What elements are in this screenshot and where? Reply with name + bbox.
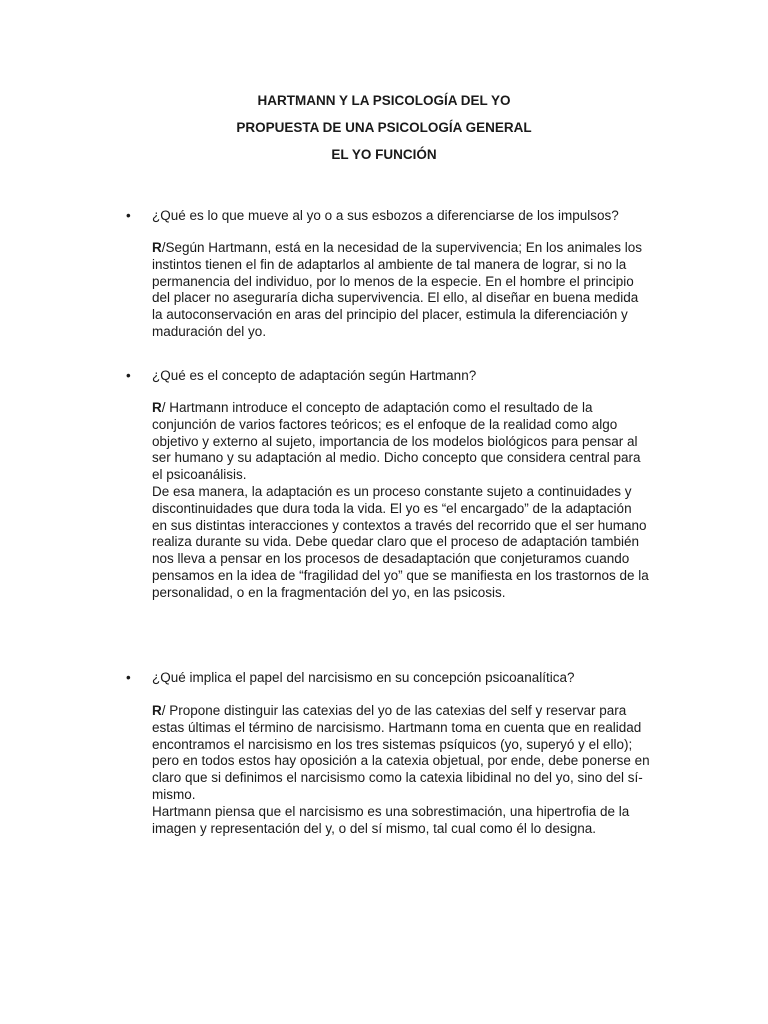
answer-1-line: instintos tienen el fin de adaptarlos al ambiente de tal manera de lograr, si no la (152, 256, 627, 272)
answer-3-line: estas últimas el término de narcisismo. Hartmann toma en cuenta que en realidad (152, 719, 642, 735)
answer-1-line: permanencia del individuo, por lo menos de la especie. En el hombre el principio (152, 273, 634, 289)
answer-3-line: claro que si definimos el narcisismo como la catexia libidinal no del yo, sino del sí- (152, 770, 643, 786)
answer-3-line: imagen y representación del y, o del sí mismo, tal cual como él lo designa. (152, 820, 596, 836)
question-1-text: ¿Qué es lo que mueve al yo o a sus esbozos a diferenciarse de los impulsos? (152, 208, 619, 223)
answer-3-line: pero en todos estos hay oposición a la catexia objetual, por ende, debe ponerse en (152, 753, 650, 769)
answer-1-r-mark: R (152, 240, 162, 255)
question-2-text: ¿Qué es el concepto de adaptación según Hartmann? (152, 368, 477, 383)
answer-2-line: el psicoanálisis. (152, 467, 247, 483)
answer-3-r-mark: R (152, 703, 162, 718)
bullet-icon: • (126, 208, 131, 223)
answer-2-line: realiza durante su vida. Debe quedar claro que el proceso de adaptación también (152, 534, 640, 550)
answer-1-line: R/Según Hartmann, está en la necesidad de la supervivencia; En los animales los (152, 240, 643, 255)
answer-2-line: objetivo y externo al sujeto, importancia de los modelos biológicos para pensar al (152, 433, 638, 449)
section-title: EL YO FUNCIÓN (331, 147, 437, 162)
answer-3-line: mismo. (152, 786, 196, 802)
answer-1-line: maduración del yo. (152, 323, 267, 339)
answer-2 (152, 400, 664, 602)
answer-3 (152, 703, 664, 837)
answer-1-line: la autoconservación en aras del principio del placer, estimula la diferenciación y (152, 307, 628, 323)
document-subtitle: PROPUESTA DE UNA PSICOLOGÍA GENERAL (236, 120, 532, 135)
bullet-icon: • (126, 368, 131, 383)
answer-1 (152, 240, 664, 341)
answer-2-line: en sus distintas interacciones y contextos a través del recorrido que el ser humano (152, 517, 647, 533)
document-title: HARTMANN Y LA PSICOLOGÍA DEL YO (257, 93, 511, 108)
answer-2-line: conjunción de varios factores teóricos; es el enfoque de la realidad como algo (152, 416, 618, 432)
answer-3-line: encontramos el narcisismo en los tres sistemas psíquicos (yo, superyó y el ello); (152, 736, 633, 752)
answer-2-line: R/ Hartmann introduce el concepto de adaptación como el resultado de la (152, 400, 593, 415)
answer-2-line: pensamos en la idea de “fragilidad del yo” que se manifiesta en los trastornos de la (152, 567, 649, 583)
answer-3-line: Hartmann piensa que el narcisismo es una sobrestimación, una hipertrofia de la (152, 803, 630, 819)
answer-3-line: R/ Propone distinguir las catexias del yo de las catexias del self y reservar para (152, 703, 627, 718)
answer-2-line: nos lleva a pensar en los procesos de desadaptación que conjeturamos cuando (152, 551, 630, 567)
answer-2-line: De esa manera, la adaptación es un proceso constante sujeto a continuidades y (152, 483, 632, 499)
question-3-text: ¿Qué implica el papel del narcisismo en su concepción psicoanalítica? (152, 670, 575, 685)
answer-2-r-mark: R (152, 400, 162, 415)
answer-1-line: del placer no aseguraría dicha supervivencia. El ello, al diseñar en buena medida (152, 290, 639, 306)
answer-2-line: personalidad, o en la fragmentación del yo, en las psicosis. (152, 584, 506, 600)
bullet-icon: • (126, 670, 131, 685)
answer-2-line: discontinuidades que dura toda la vida. El yo es “el encargado” de la adaptación (152, 500, 632, 516)
answer-2-line: ser humano y su adaptación al medio. Dicho concepto que considera central para (152, 450, 641, 466)
document-title-block (0, 93, 768, 174)
